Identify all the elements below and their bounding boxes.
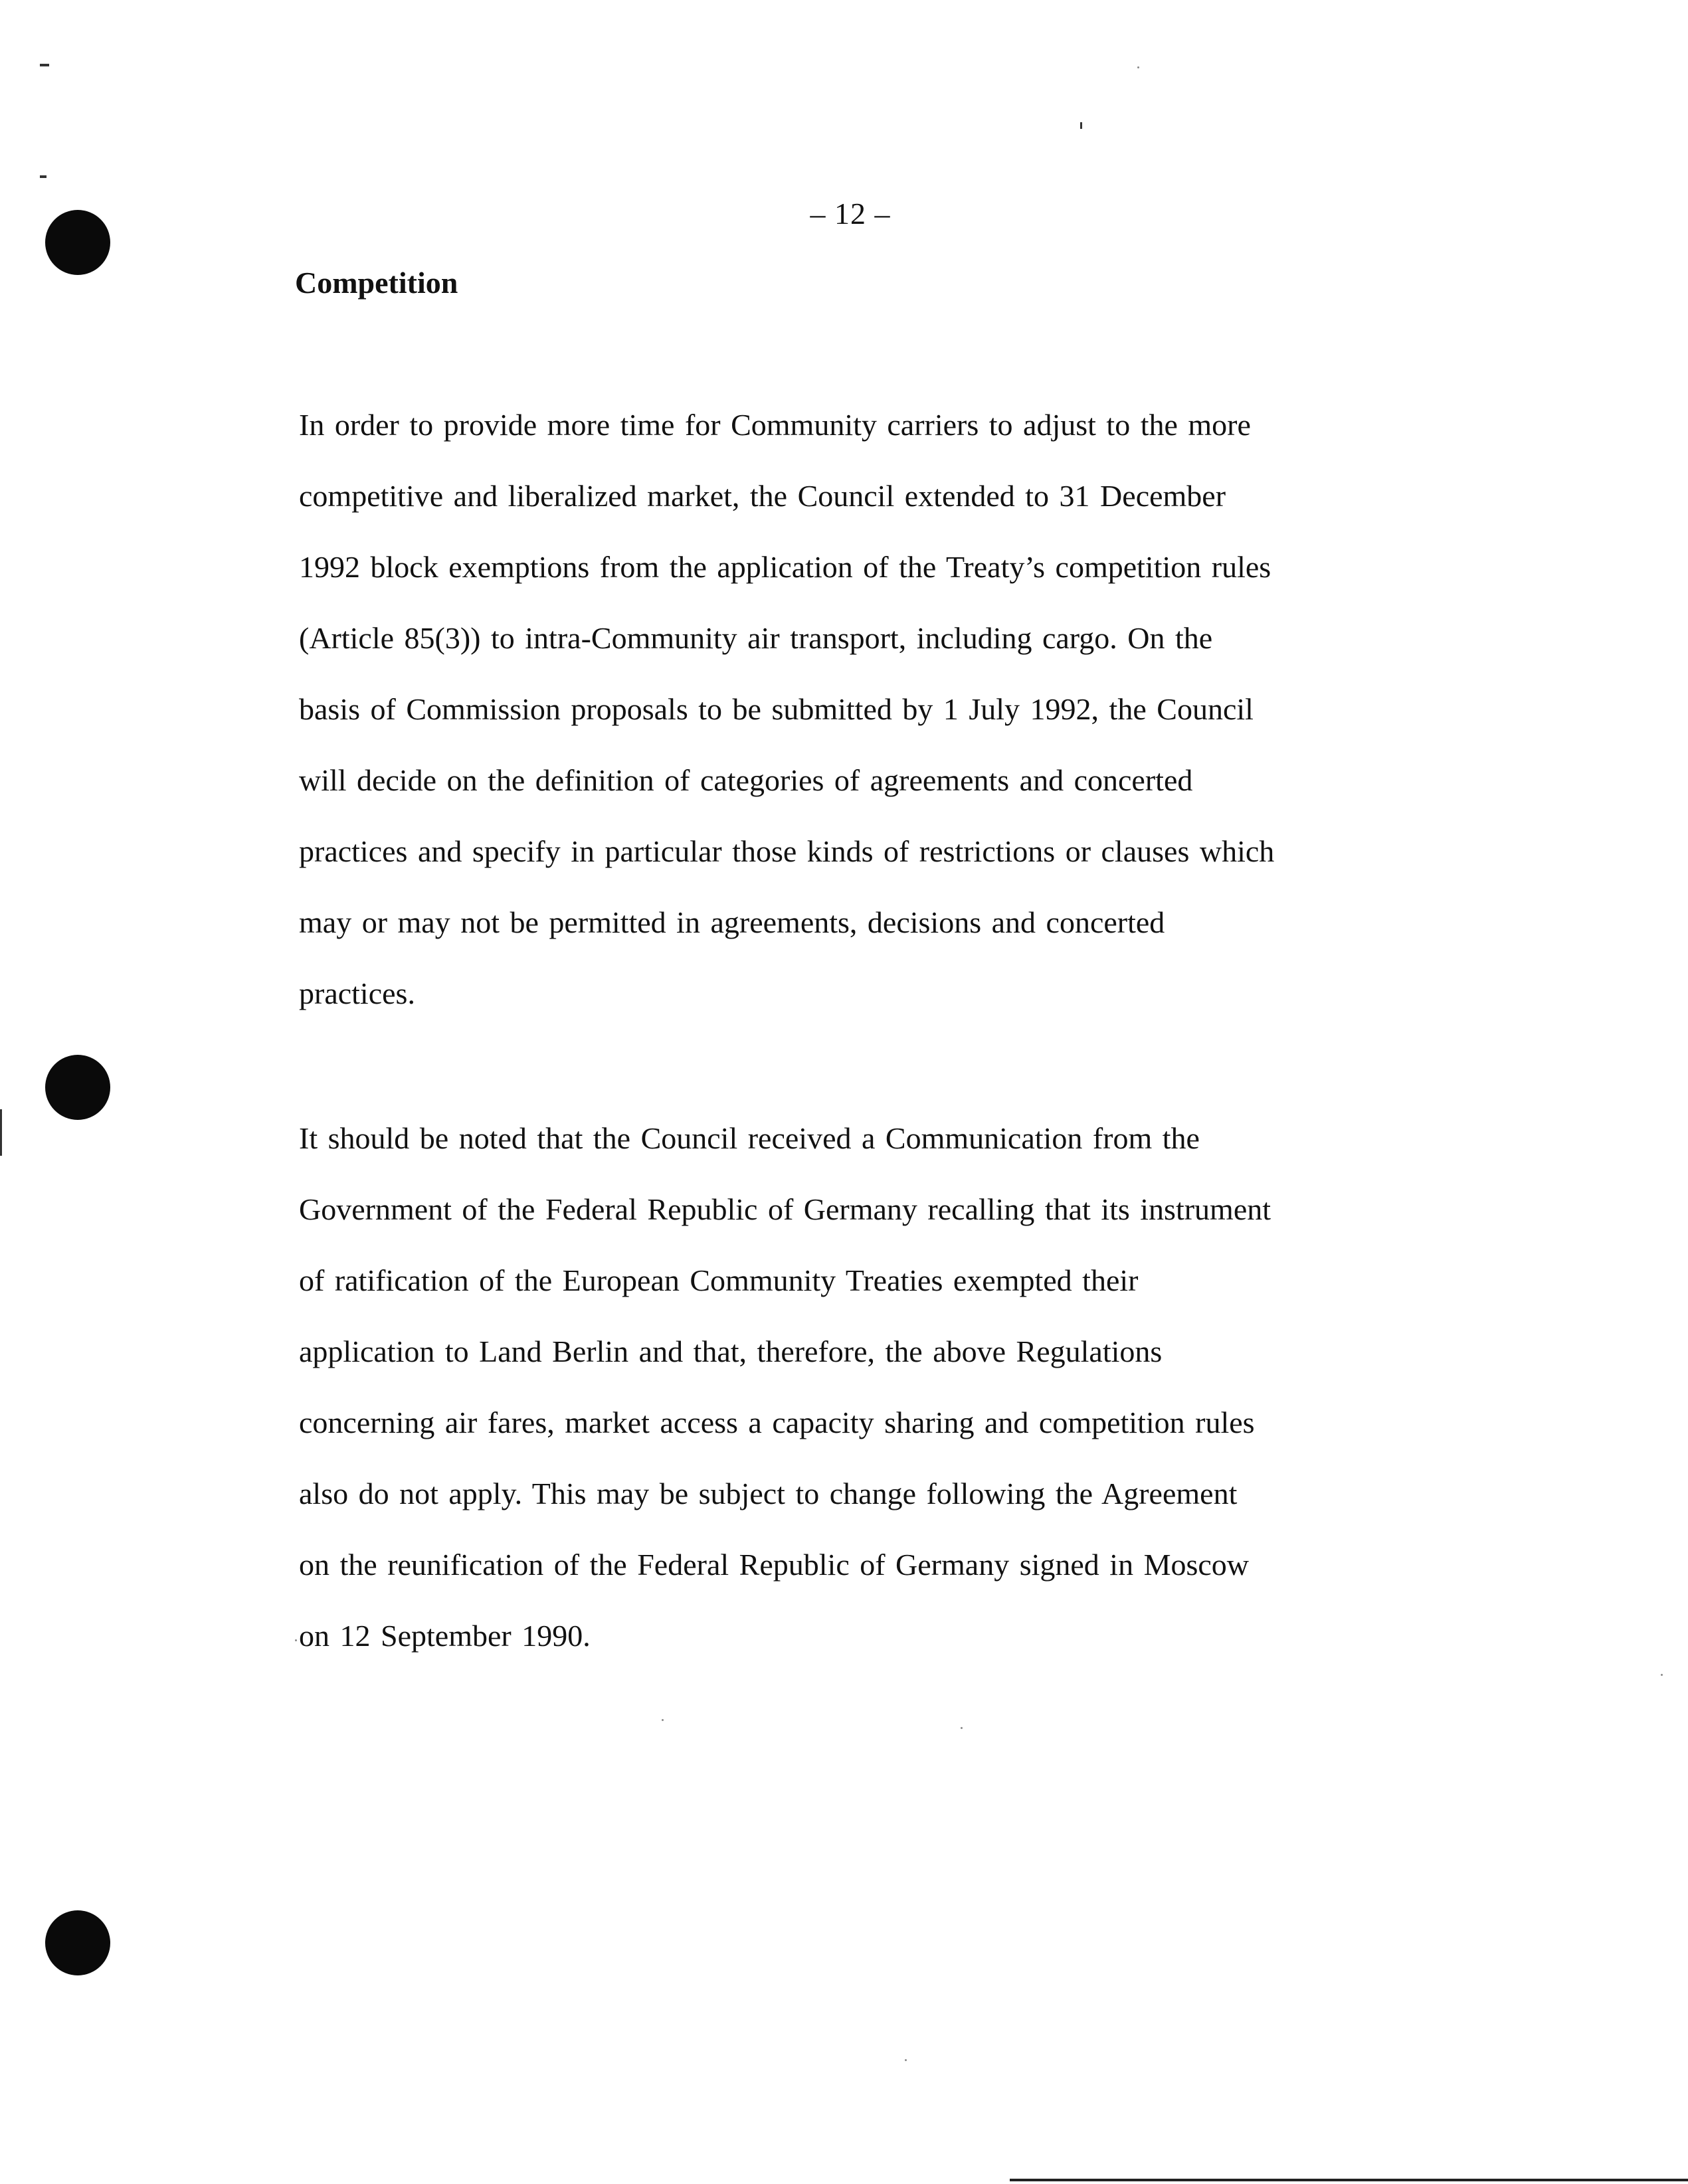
scan-speck bbox=[905, 2059, 907, 2061]
text-line: practices and specify in particular those kinds of restrictions or clauses which bbox=[299, 834, 1275, 868]
text-line: Government of the Federal Republic of Germany recalling that its instrument bbox=[299, 1192, 1271, 1226]
text-line: It should be noted that the Council received a Communication from the bbox=[299, 1121, 1200, 1155]
paragraph bbox=[299, 389, 1388, 1029]
paragraph bbox=[299, 1103, 1388, 1671]
page-number: – 12 – bbox=[810, 197, 891, 230]
bottom-edge-rule bbox=[1010, 2179, 1688, 2181]
text-line: (Article 85(3)) to intra-Community air transport, including cargo. On the bbox=[299, 621, 1213, 655]
text-line: also do not apply. This may be subject to change following the Agreement bbox=[299, 1477, 1238, 1510]
text-line: practices. bbox=[299, 976, 415, 1010]
scan-speck bbox=[961, 1727, 963, 1729]
punch-hole bbox=[45, 1055, 110, 1120]
scan-speck bbox=[1661, 1674, 1663, 1676]
scan-mark bbox=[40, 175, 47, 178]
text-line: competitive and liberalized market, the Council extended to 31 December bbox=[299, 479, 1226, 513]
scan-mark bbox=[1080, 122, 1082, 129]
text-line: concerning air fares, market access a capacity sharing and competition rules bbox=[299, 1406, 1255, 1439]
section-heading: Competition bbox=[295, 266, 458, 300]
scan-mark bbox=[40, 64, 49, 66]
scan-speck bbox=[295, 1639, 297, 1641]
text-line: on the reunification of the Federal Republic of Germany signed in Moscow bbox=[299, 1548, 1250, 1582]
text-line: of ratification of the European Community Treaties exempted their bbox=[299, 1263, 1139, 1297]
text-line: application to Land Berlin and that, therefore, the above Regulations bbox=[299, 1334, 1163, 1368]
scan-speck bbox=[662, 1719, 664, 1721]
text-line: will decide on the definition of categories of agreements and concerted bbox=[299, 763, 1193, 797]
text-line: In order to provide more time for Community carriers to adjust to the more bbox=[299, 408, 1251, 442]
scan-speck bbox=[1137, 66, 1139, 68]
text-line: basis of Commission proposals to be submitted by 1 July 1992, the Council bbox=[299, 692, 1254, 726]
text-line: 1992 block exemptions from the application of the Treaty’s competition rules bbox=[299, 550, 1271, 584]
text-line: on 12 September 1990. bbox=[299, 1619, 591, 1653]
punch-hole bbox=[45, 210, 110, 275]
scan-mark bbox=[0, 1109, 2, 1156]
text-line: may or may not be permitted in agreements, decisions and concerted bbox=[299, 905, 1165, 939]
punch-hole bbox=[45, 1910, 110, 1975]
